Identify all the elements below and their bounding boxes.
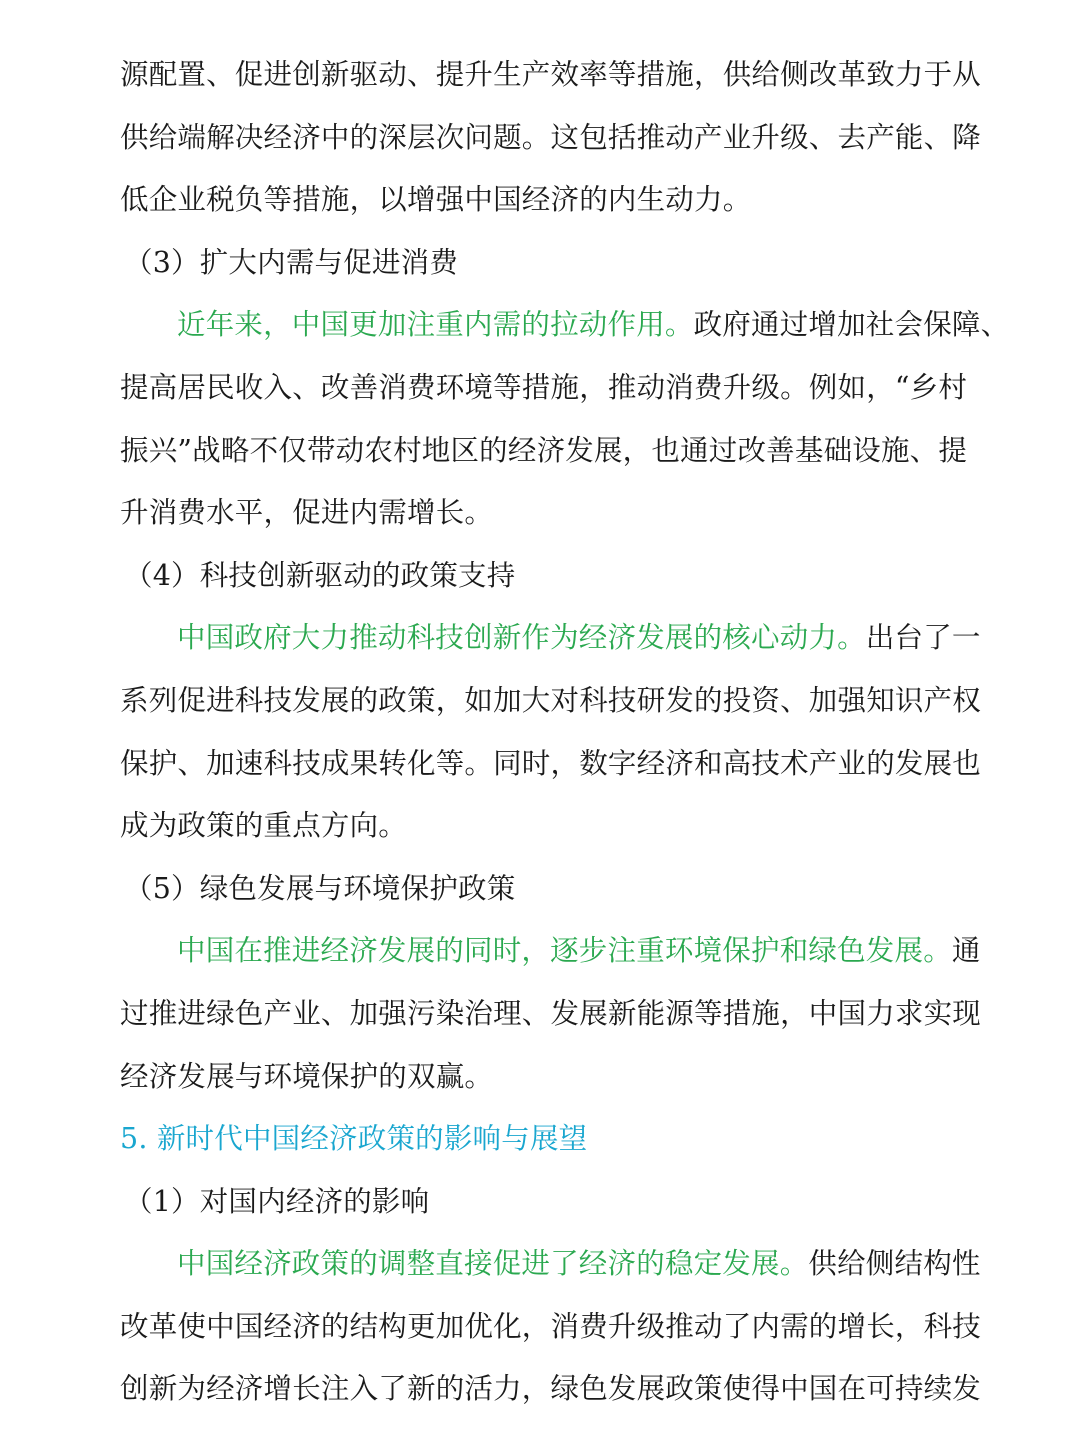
highlight-sentence: 近年来，中国更加注重内需的拉动作用。 <box>177 308 694 342</box>
body-text-line: 系列促进科技发展的政策，如加大对科技研发的投资、加强知识产权 <box>120 683 982 717</box>
body-text-line: 供给端解决经济中的深层次问题。这包括推动产业升级、去产能、降 <box>120 120 982 154</box>
body-text-line: 经济发展与环境保护的双赢。 <box>120 1059 494 1093</box>
subheading-green-development: （5）绿色发展与环境保护政策 <box>124 871 516 905</box>
body-text-line: 源配置、促进创新驱动、提升生产效率等措施，供给侧改革致力于从 <box>120 58 982 91</box>
body-text: 出台了一 <box>865 621 981 655</box>
paragraph-first-line <box>120 920 981 983</box>
body-text-line: 保护、加速科技成果转化等。同时，数字经济和高技术产业的发展也 <box>120 746 982 780</box>
body-text-line: 升消费水平，促进内需增长。 <box>120 496 494 530</box>
body-text-line: 改革使中国经济的结构更加优化，消费升级推动了内需的增长，科技 <box>120 1309 982 1343</box>
subheading-expand-domestic-demand: （3）扩大内需与促进消费 <box>124 245 459 279</box>
highlight-sentence: 中国在推进经济发展的同时，逐步注重环境保护和绿色发展。 <box>177 934 952 968</box>
paragraph-first-line <box>120 294 1010 357</box>
subheading-tech-innovation: （4）科技创新驱动的政策支持 <box>124 558 516 592</box>
body-text: 通 <box>951 934 981 968</box>
body-text-line: 提高居民收入、改善消费环境等措施，推动消费升级。例如，“乡村 <box>120 370 968 404</box>
body-text-line: 低企业税负等措施，以增强中国经济的内生动力。 <box>120 183 752 217</box>
highlight-sentence: 中国政府大力推动科技创新作为经济发展的核心动力。 <box>177 621 866 655</box>
body-text-line: 成为政策的重点方向。 <box>120 809 408 843</box>
document-page <box>120 44 1010 1421</box>
highlight-sentence: 中国经济政策的调整直接促进了经济的稳定发展。 <box>177 1247 809 1281</box>
body-text: 政府通过增加社会保障、 <box>693 308 1010 342</box>
body-text-line: 过推进绿色产业、加强污染治理、发展新能源等措施，中国力求实现 <box>120 996 982 1030</box>
body-text-line: 创新为经济增长注入了新的活力，绿色发展政策使得中国在可持续发 <box>120 1372 982 1406</box>
paragraph-first-line <box>120 1233 981 1296</box>
paragraph-first-line <box>120 607 981 670</box>
body-text-line: 振兴”战略不仅带动农村地区的经济发展，也通过改善基础设施、提 <box>120 433 968 467</box>
body-text: 供给侧结构性 <box>808 1247 981 1281</box>
subheading-domestic-impact: （1）对国内经济的影响 <box>124 1184 430 1218</box>
section-heading: 5. 新时代中国经济政策的影响与展望 <box>120 1122 588 1156</box>
